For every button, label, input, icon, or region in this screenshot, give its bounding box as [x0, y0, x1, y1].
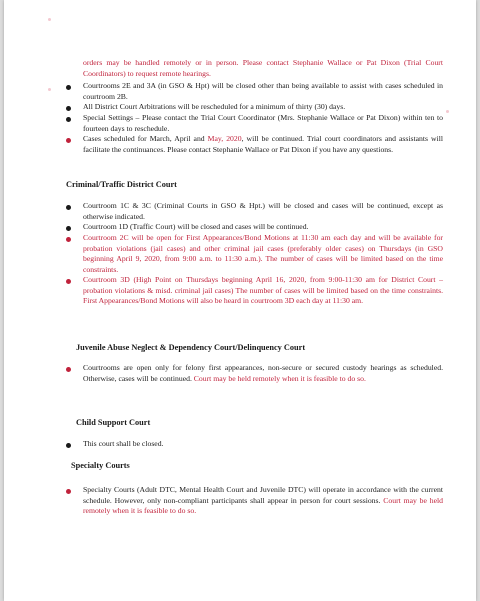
list-item: Courtroom 1D (Traffic Court) will be closed and cases will be continued. — [83, 222, 309, 231]
list-item — [83, 134, 443, 155]
list-item: Courtroom 2C will be open for First Appearances/Bond Motions at 11:30 am each day and will be available for probation violations (jail cases) and other criminal jail cases (preferably older cases) on Thursdays (in GSO beginning April 9, 2020, from 9:00 a.m. to 11:30 a.m.). The number of cases will be limited based on the time constraints. — [83, 233, 443, 274]
list-item-text: , will be continued. Trial court coordinators and assistants will facilitate the continuances. Please contact Stephanie Wallace or Pat Dixon if you have any questions. — [83, 134, 443, 154]
list-item: Special Settings – Please contact the Trial Court Coordinator (Mrs. Stephanie Wallace or Pat Dixon) within ten to fourteen days to reschedule. — [83, 113, 443, 133]
bullet-dot — [66, 106, 71, 111]
list-item — [83, 485, 443, 517]
bullet-dot — [66, 489, 71, 494]
section-heading-juvenile: Juvenile Abuse Neglect & Dependency Court/Delinquency Court — [76, 343, 306, 352]
bullet-dot — [66, 279, 71, 284]
intro-paragraph: orders may be handled remotely or in person. Please contact Stephanie Wallace or Pat Dixon (Trial Court Coordinators) to request remote hearings. — [83, 58, 443, 78]
list-item-text: Courtrooms are open only for felony first appearances, non-secure or secured custody hearings as scheduled. Otherwise, cases will be continued. — [83, 363, 443, 383]
bullet-dot — [66, 117, 71, 122]
list-item: Courtroom 1C & 3C (Criminal Courts in GSO & Hpt.) will be closed and cases will be continued, except as otherwise indicated. — [83, 201, 443, 221]
list-item: This court shall be closed. — [83, 439, 164, 448]
scan-mark — [48, 88, 51, 91]
bullet-dot — [66, 85, 71, 90]
section-heading-criminal: Criminal/Traffic District Court — [66, 180, 177, 189]
list-item: Courtroom 3D (High Point on Thursdays beginning April 16, 2020, from 9:00-11:30 am for District Court – probation violations & misd. criminal jail cases) The number of cases will be limited based on the time constraints. First Appearances/Bond Motions will also be heard in courtroom 3D each day at 11:30 am. — [83, 275, 443, 306]
list-item-text: Cases scheduled for March, April and — [83, 134, 208, 143]
highlight-text: May, 2020 — [207, 134, 242, 143]
scan-mark — [48, 18, 51, 21]
section-heading-child-support: Child Support Court — [76, 418, 151, 427]
bullet-dot — [66, 226, 71, 231]
bullet-dot — [66, 138, 71, 143]
section-heading-specialty: Specialty Courts — [71, 461, 130, 470]
list-item: Courtrooms 2E and 3A (in GSO & Hpt) will be closed other than being available to assist with cases scheduled in courtroom 2B. — [83, 81, 443, 101]
document-page — [4, 0, 476, 601]
list-item: All District Court Arbitrations will be rescheduled for a minimum of thirty (30) days. — [83, 102, 346, 111]
bullet-dot — [66, 367, 71, 372]
highlight-text: Court may be held remotely when it is feasible to do so. — [193, 373, 366, 383]
list-item — [83, 363, 443, 384]
list-item-text: Specialty Courts (Adult DTC, Mental Health Court and Juvenile DTC) will operate in accordance with the current schedule. However, only non-compliant participants shall appear in person for court sessions. — [83, 485, 443, 505]
scan-mark — [446, 110, 449, 113]
bullet-dot — [66, 205, 71, 210]
highlight-text: Court may be held remotely when it is feasible to do so. — [83, 495, 443, 516]
bullet-dot — [66, 443, 71, 448]
bullet-dot — [66, 237, 71, 242]
